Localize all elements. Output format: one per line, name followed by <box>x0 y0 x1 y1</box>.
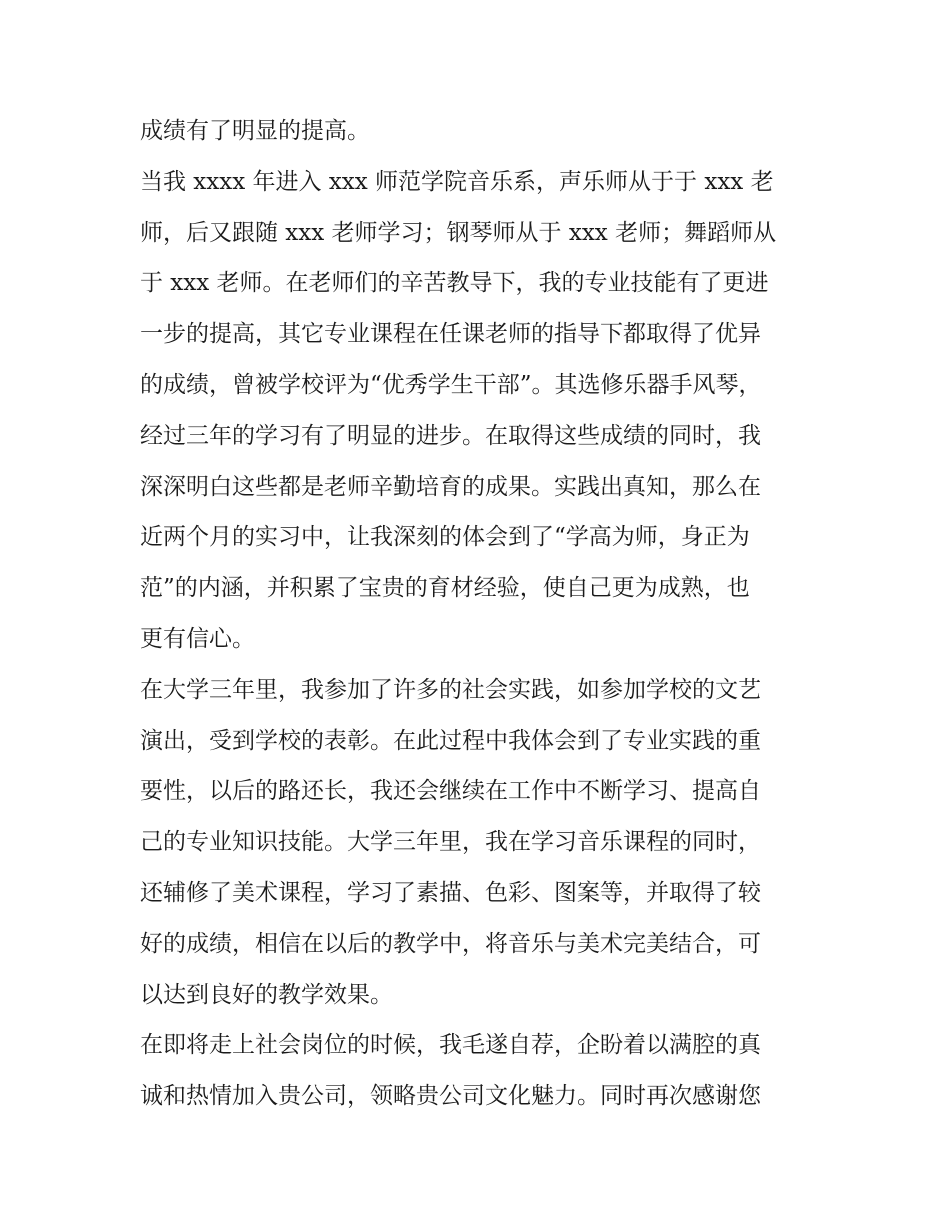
text-line: 要性，以后的路还长，我还会继续在工作中不断学习、提高自 <box>140 778 761 805</box>
text-line: 更有信心。 <box>140 625 255 652</box>
text-line: 好的成绩，相信在以后的教学中，将音乐与美术完美结合，可 <box>140 930 761 957</box>
text-line: 在大学三年里，我参加了许多的社会实践，如参加学校的文艺 <box>140 676 761 703</box>
text-line: 师，后又跟随 xxx 老师学习；钢琴师从于 xxx 老师；舞蹈师从 <box>140 219 777 246</box>
text-line: 于 xxx 老师。在老师们的辛苦教导下，我的专业技能有了更进 <box>140 270 769 297</box>
text-line: 己的专业知识技能。大学三年里，我在学习音乐课程的同时， <box>140 829 761 856</box>
text-line: 成绩有了明显的提高。 <box>140 118 370 144</box>
text-line: 范”的内涵，并积累了宝贵的育材经验，使自己更为成熟，也 <box>140 575 750 602</box>
text-line: 当我 xxxx 年进入 xxx 师范学院音乐系，声乐师从于于 xxx 老 <box>140 168 774 195</box>
text-line: 近两个月的实习中，让我深刻的体会到了“学高为师，身正为 <box>140 524 750 551</box>
text-line: 演出，受到学校的表彰。在此过程中我体会到了专业实践的重 <box>140 727 761 754</box>
text-line: 在即将走上社会岗位的时候，我毛遂自荐，企盼着以满腔的真 <box>140 1032 761 1059</box>
body-text <box>140 106 812 1122</box>
text-line: 经过三年的学习有了明显的进步。在取得这些成绩的同时，我 <box>140 422 761 449</box>
text-line: 的成绩，曾被学校评为“优秀学生干部”。其选修乐器手风琴， <box>140 371 762 398</box>
text-line: 深深明白这些都是老师辛勤培育的成果。实践出真知，那么在 <box>140 473 761 500</box>
text-line: 还辅修了美术课程，学习了素描、色彩、图案等，并取得了较 <box>140 879 761 906</box>
text-line: 一步的提高，其它专业课程在任课老师的指导下都取得了优异 <box>140 321 761 348</box>
text-line: 诚和热情加入贵公司，领略贵公司文化魅力。同时再次感谢您 <box>140 1083 761 1110</box>
text-line: 以达到良好的教学效果。 <box>140 981 393 1008</box>
